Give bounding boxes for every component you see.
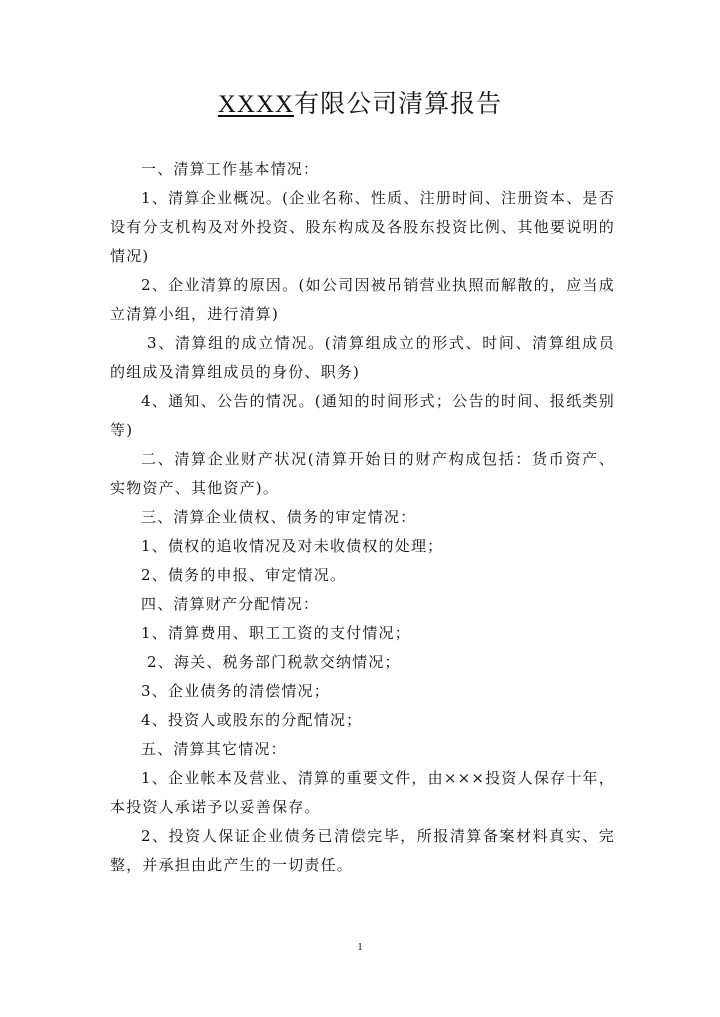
paragraph-fees-wages: 1、清算费用、职工工资的支付情况； — [141, 624, 411, 642]
page-number: 1 — [357, 941, 363, 953]
paragraph-debt-declaration: 2、债务的申报、审定情况。 — [141, 566, 347, 584]
paragraph-customs-tax: 2、海关、税务部门税款交纳情况； — [147, 653, 401, 671]
paragraph-enterprise-overview: 1、清算企业概况。(企业名称、性质、注册时间、注册资本、是否设有分支机构及对外投资、股东构成及各股东投资比例、其他要说明的情况) — [110, 189, 615, 265]
title-company-placeholder: XXXX — [217, 91, 295, 118]
paragraph-notice-announcement: 4、通知、公告的情况。(通知的时间形式；公告的时间、报纸类别等) — [110, 392, 615, 439]
section-1-heading: 一、清算工作基本情况： — [141, 160, 320, 178]
section-2-property-status: 二、清算企业财产状况(清算开始日的财产构成包括：货币资产、实物资产、其他资产)。 — [110, 450, 615, 497]
paragraph-liquidation-group: 3、清算组的成立情况。(清算组成立的形式、时间、清算组成员的组成及清算组成员的身份、职务) — [110, 334, 615, 381]
report-body — [110, 155, 615, 880]
paragraph-debt-repayment: 3、企业债务的清偿情况； — [141, 682, 330, 700]
page-title — [0, 86, 720, 123]
section-5-heading: 五、清算其它情况： — [141, 740, 287, 758]
paragraph-records-custody: 1、企业帐本及营业、清算的重要文件，由×××投资人保存十年，本投资人承诺予以妥善保存。 — [110, 769, 615, 816]
paragraph-investor-distribution: 4、投资人或股东的分配情况； — [141, 711, 363, 729]
paragraph-liquidation-reason: 2、企业清算的原因。(如公司因被吊销营业执照而解散的，应当成立清算小组，进行清算) — [110, 276, 615, 323]
section-3-heading: 三、清算企业债权、债务的审定情况： — [141, 508, 417, 526]
paragraph-claims-recovery: 1、债权的追收情况及对未收债权的处理； — [141, 537, 444, 555]
paragraph-investor-guarantee: 2、投资人保证企业债务已清偿完毕，所报清算备案材料真实、完整，并承担由此产生的一切责任。 — [110, 827, 615, 874]
section-4-heading: 四、清算财产分配情况： — [141, 595, 320, 613]
title-text: 有限公司清算报告 — [294, 89, 503, 118]
